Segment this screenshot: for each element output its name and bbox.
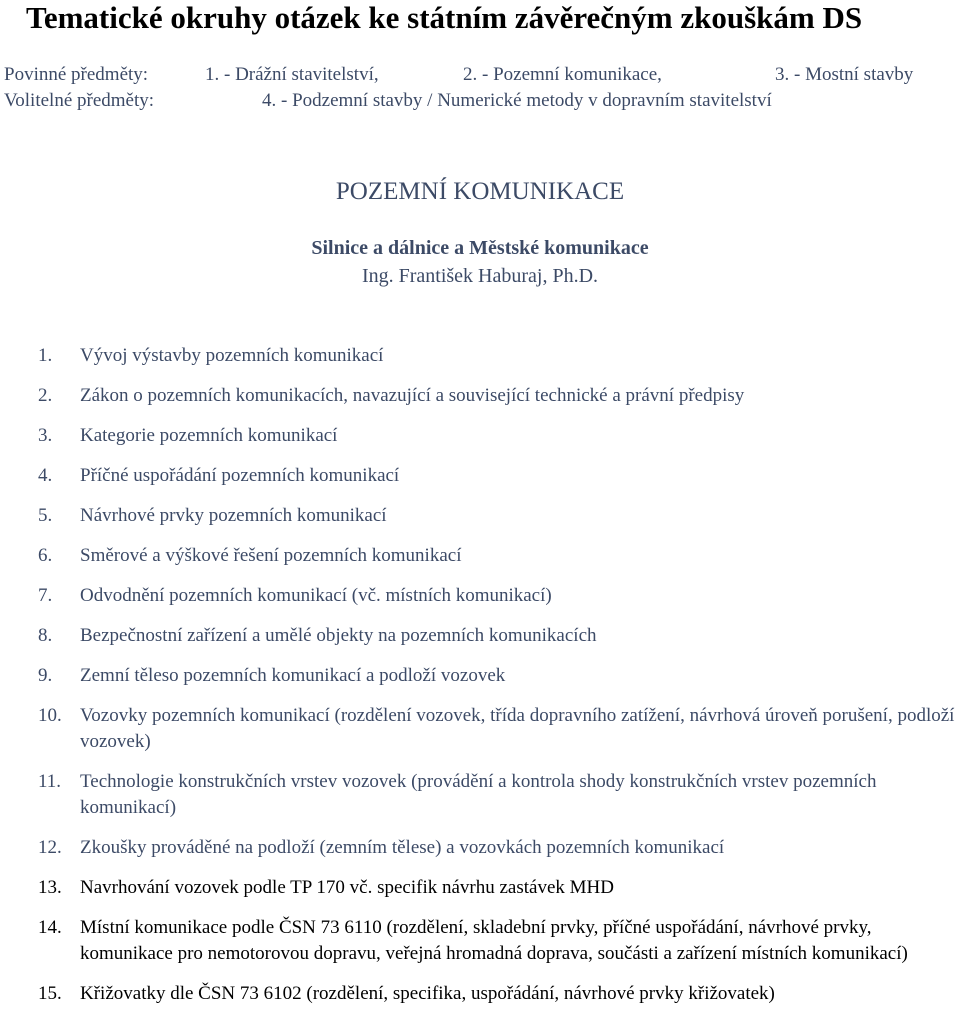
topic-number: 8. xyxy=(38,625,53,646)
topic-number: 5. xyxy=(38,505,53,526)
section-subtitle: Silnice a dálnice a Městské komunikace xyxy=(311,237,649,259)
topic-item xyxy=(38,623,960,649)
topic-item xyxy=(38,343,960,369)
optional-subjects-label: Volitelné předměty: xyxy=(4,90,155,111)
topic-list xyxy=(38,343,960,1021)
topic-text: Odvodnění pozemních komunikací (vč. místních komunikací) xyxy=(80,585,552,606)
mandatory-subject: 3. - Mostní stavby xyxy=(775,64,914,85)
topic-item xyxy=(38,835,960,861)
topic-text: Místní komunikace podle ČSN 73 6110 (rozdělení, skladební prvky, příčné uspořádání, návrhové prvky, komunikace pro nemotorovou dopravu, veřejná hromadná doprava, součásti a zařízení místních komunikací) xyxy=(80,917,908,964)
topic-number: 11. xyxy=(38,771,62,792)
topic-item xyxy=(38,875,960,901)
topic-text: Křižovatky dle ČSN 73 6102 (rozdělení, specifika, uspořádání, návrhové prvky křižovatek) xyxy=(80,983,775,1004)
topic-number: 2. xyxy=(38,385,53,406)
topic-text: Příčné uspořádání pozemních komunikací xyxy=(80,465,400,486)
topic-item xyxy=(38,915,960,967)
optional-subjects-row xyxy=(4,88,944,114)
mandatory-subjects-label: Povinné předměty: xyxy=(4,64,149,85)
topic-number: 12. xyxy=(38,837,62,858)
section-lecturer: Ing. František Haburaj, Ph.D. xyxy=(361,265,599,287)
topic-item xyxy=(38,583,960,609)
page-title: Tematické okruhy otázek ke státním závěrečným zkouškám DS xyxy=(26,0,863,35)
topic-text: Zkoušky prováděné na podloží (zemním tělese) a vozovkách pozemních komunikací xyxy=(80,837,725,858)
subjects-block xyxy=(4,62,944,114)
topic-item xyxy=(38,703,960,755)
topic-item xyxy=(38,423,960,449)
topic-text: Směrové a výškové řešení pozemních komunikací xyxy=(80,545,462,566)
topic-number: 6. xyxy=(38,545,53,566)
mandatory-subject: 1. - Drážní stavitelství, xyxy=(205,64,379,85)
topic-text: Bezpečnostní zařízení a umělé objekty na pozemních komunikacích xyxy=(80,625,597,646)
topic-number: 9. xyxy=(38,665,53,686)
section-title: POZEMNÍ KOMUNIKACE xyxy=(335,178,625,205)
topic-number: 15. xyxy=(38,983,62,1004)
topic-number: 3. xyxy=(38,425,53,446)
topic-number: 13. xyxy=(38,877,62,898)
topic-item xyxy=(38,663,960,689)
topic-item xyxy=(38,503,960,529)
topic-text: Zemní těleso pozemních komunikací a podloží vozovek xyxy=(80,665,506,686)
topic-number: 7. xyxy=(38,585,53,606)
topic-text: Návrhové prvky pozemních komunikací xyxy=(80,505,387,526)
topic-text: Technologie konstrukčních vrstev vozovek (provádění a kontrola shody konstrukčních vrstev pozemních komunikací) xyxy=(80,771,877,818)
topic-item xyxy=(38,463,960,489)
topic-text: Zákon o pozemních komunikacích, navazující a související technické a právní předpisy xyxy=(80,385,745,406)
topic-text: Navrhování vozovek podle TP 170 vč. specifik návrhu zastávek MHD xyxy=(80,877,614,898)
topic-text: Vývoj výstavby pozemních komunikací xyxy=(80,345,384,366)
topic-text: Vozovky pozemních komunikací (rozdělení vozovek, třída dopravního zatížení, návrhová úroveň porušení, podloží vozovek) xyxy=(80,705,955,752)
topic-number: 4. xyxy=(38,465,53,486)
topic-number: 1. xyxy=(38,345,53,366)
optional-subject: 4. - Podzemní stavby / Numerické metody v dopravním stavitelství xyxy=(262,90,772,111)
topic-number: 10. xyxy=(38,705,62,726)
topic-item xyxy=(38,543,960,569)
topic-text: Kategorie pozemních komunikací xyxy=(80,425,338,446)
topic-item xyxy=(38,981,960,1007)
mandatory-subject: 2. - Pozemní komunikace, xyxy=(463,64,662,85)
topic-item xyxy=(38,769,960,821)
topic-item xyxy=(38,383,960,409)
topic-number: 14. xyxy=(38,917,62,938)
mandatory-subjects-row xyxy=(4,62,944,88)
